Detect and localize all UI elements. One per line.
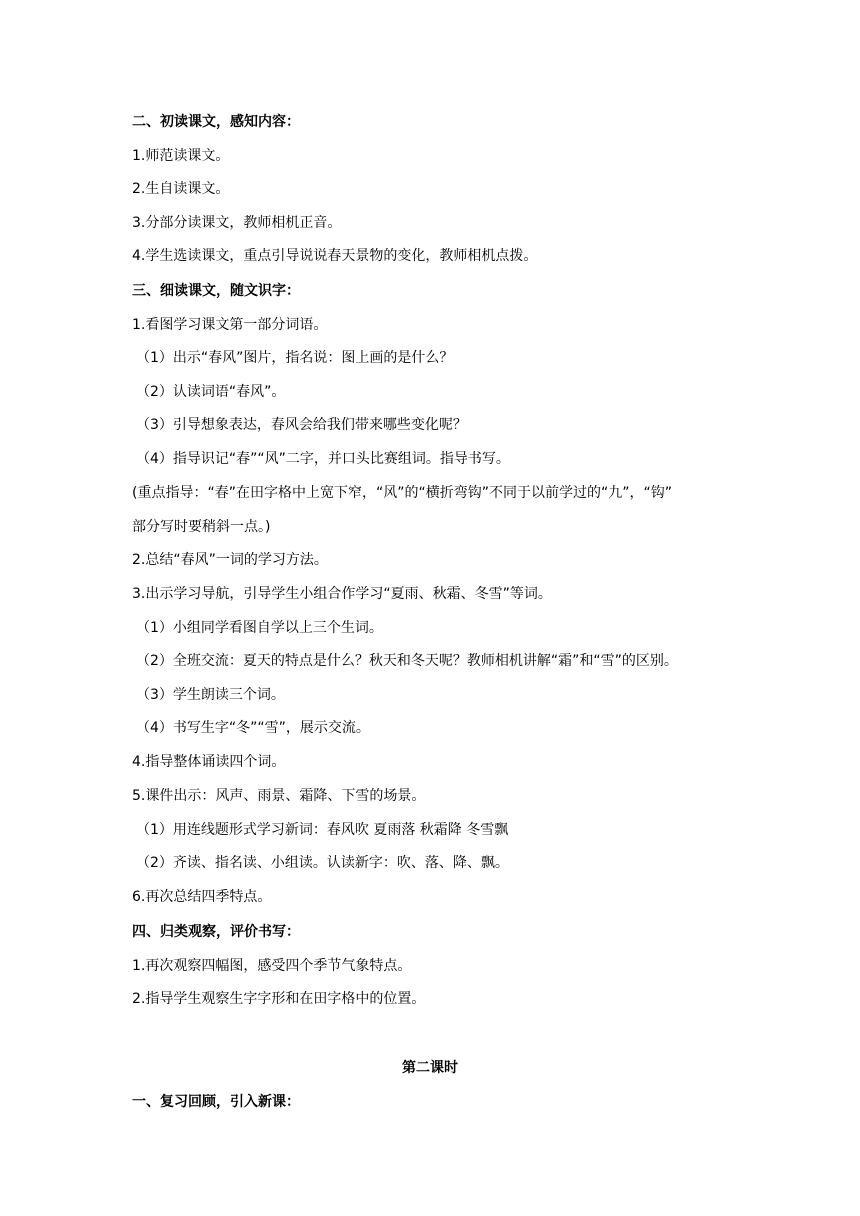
section-heading-3: 三、细读课文，随文识字： <box>132 283 300 299</box>
text-line: （2）全班交流：夏天的特点是什么？秋天和冬天呢？教师相机讲解“霜”和“雪”的区别。 <box>136 653 678 669</box>
text-line: 4.指导整体诵读四个词。 <box>132 754 286 770</box>
text-line: 4.学生选读课文，重点引导说说春天景物的变化，教师相机点拨。 <box>132 248 538 264</box>
text-line: （1）小组同学看图自学以上三个生词。 <box>136 620 383 636</box>
text-line: （4）书写生字“冬”“雪”，展示交流。 <box>136 720 370 736</box>
text-line: （1）用连线题形式学习新词：春风吹 夏雨落 秋霜降 冬雪飘 <box>136 822 509 838</box>
text-line: 5.课件出示：风声、雨景、霜降、下雪的场景。 <box>132 788 426 804</box>
text-line: (重点指导：“春”在田字格中上宽下窄，“风”的“横折弯钩”不同于以前学过的“九”，“钩” <box>132 485 672 501</box>
text-line: 2.总结“春风”一词的学习方法。 <box>132 552 328 568</box>
text-line: 3.出示学习导航，引导学生小组合作学习“夏雨、秋霜、冬雪”等词。 <box>132 586 552 602</box>
text-line: （1）出示“春风”图片，指名说：图上画的是什么？ <box>136 350 454 366</box>
section-heading-1: 一、复习回顾，引入新课： <box>132 1094 300 1110</box>
text-line: 1.再次观察四幅图，感受四个季节气象特点。 <box>132 958 412 974</box>
text-line: （2）齐读、指名读、小组读。认读新字：吹、落、降、飘。 <box>136 855 509 871</box>
text-line: 部分写时要稍斜一点。) <box>132 519 271 535</box>
text-line: （3）学生朗读三个词。 <box>136 687 285 703</box>
text-line: （4）指导识记“春”“风”二字，并口头比赛组词。指导书写。 <box>136 451 510 467</box>
section-heading-2: 二、初读课文，感知内容： <box>132 114 300 130</box>
text-line: 2.生自读课文。 <box>132 181 230 197</box>
text-line: 1.看图学习课文第一部分词语。 <box>132 317 328 333</box>
section-heading-4: 四、归类观察，评价书写： <box>132 924 300 940</box>
text-line: （2）认读词语“春风”。 <box>136 384 286 400</box>
text-line: 3.分部分读课文，教师相机正音。 <box>132 215 342 231</box>
text-line: 1.师范读课文。 <box>132 148 230 164</box>
text-line: 2.指导学生观察生字字形和在田字格中的位置。 <box>132 991 426 1007</box>
text-line: （3）引导想象表达，春风会给我们带来哪些变化呢？ <box>136 417 467 433</box>
text-line: 6.再次总结四季特点。 <box>132 889 272 905</box>
lesson-title: 第二课时 <box>402 1060 458 1076</box>
